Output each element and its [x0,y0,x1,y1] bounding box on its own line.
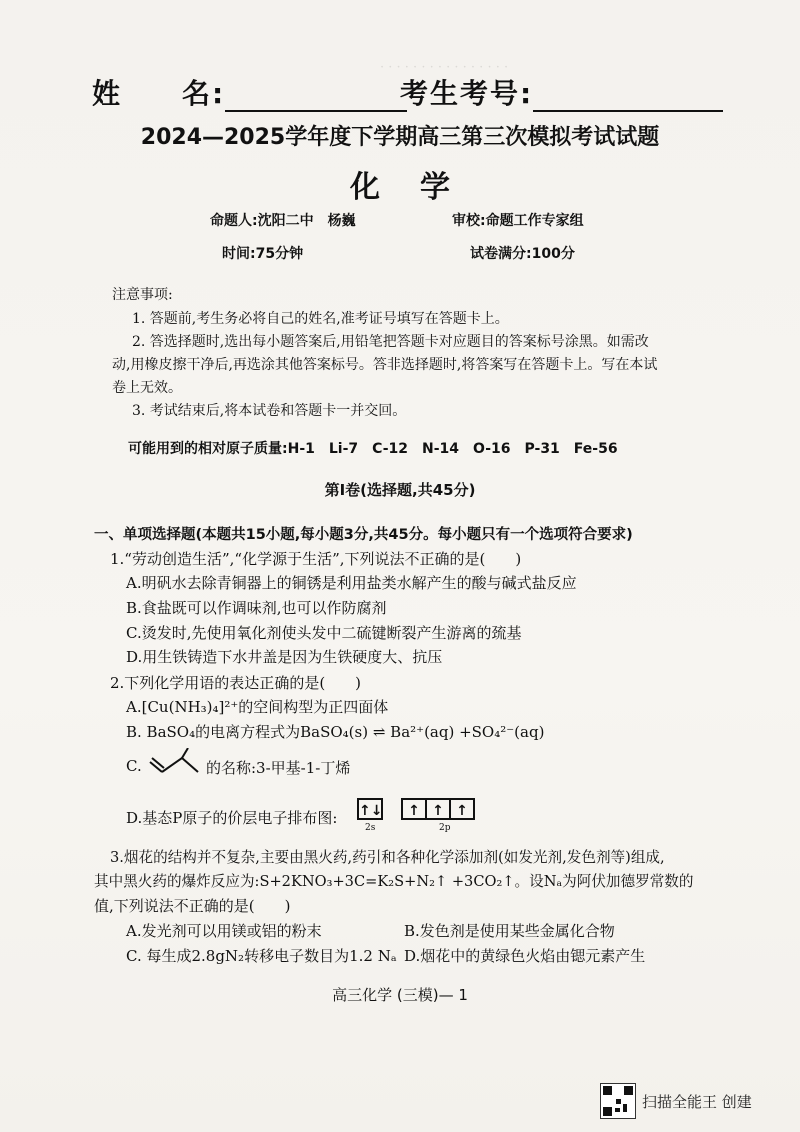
note-2a: 2. 答选择题时,选出每小题答案后,用铅笔把答题卡对应题目的答案标号涂黑。如需改 [132,334,649,350]
q3-stem-line-2: 其中黑火药的爆炸反应为:S+2KNO₃+3C=K₂S+N₂↑ +3CO₂↑。设Nₐ为阿伏加德罗常数的 [94,873,694,890]
qr-finder-bl [603,1107,612,1116]
exam-number-field[interactable] [400,72,723,112]
full-score: 试卷满分:100分 [470,246,575,262]
q2-option-c-label[interactable]: C. [126,757,142,775]
skeletal-formula-structure [148,748,206,780]
bleed-through: · · · · · · · · · · · · · · · · [380,60,509,75]
exam-number-label: 考生考号: [400,77,534,110]
notes-heading: 注意事项: [112,287,173,303]
exam-number-blank[interactable] [533,82,723,112]
author: 命题人:沈阳二中 杨巍 [210,213,356,229]
atomic-masses: 可能用到的相对原子质量:H-1 Li-7 C-12 N-14 O-16 P-31 Fe-56 [128,441,618,457]
orbital-2p-box-1: ↑ [401,798,427,820]
q3-option-b[interactable]: B.发色剂是使用某些金属化合物 [404,922,615,940]
note-1: 1. 答题前,考生务必将自己的姓名,准考证号填写在答题卡上。 [132,311,509,327]
q3-stem-line-1: 3.烟花的结构并不复杂,主要由黑火药,药引和各种化学添加剂(如发光剂,发色剂等)组成, [110,849,665,866]
q1-stem: 1.“劳动创造生活”,“化学源于生活”,下列说法不正确的是( ) [110,550,522,568]
exam-title: 2024—2025学年度下学期高三第三次模拟考试试题 [140,125,660,150]
subject-title: 化学 [350,170,490,205]
q3-option-d[interactable]: D.烟花中的黄绿色火焰由锶元素产生 [404,947,646,965]
section-1-title: 一、单项选择题(本题共15小题,每小题3分,共45分。每小题只有一个选项符合要求) [94,527,633,543]
q3-option-a[interactable]: A.发光剂可以用镁或铝的粉末 [126,922,322,940]
q1-option-a[interactable]: A.明矾水去除青铜器上的铜锈是利用盐类水解产生的酸与碱式盐反应 [126,574,577,592]
note-2c: 卷上无效。 [112,380,182,396]
name-blank[interactable] [225,82,407,112]
orbital-2p-label: 2p [439,823,451,833]
qr-finder-tr [624,1086,633,1095]
orbital-2s-box: ↑↓ [357,798,383,820]
orbital-2p-box-3: ↑ [449,798,475,820]
q1-option-d[interactable]: D.用生铁铸造下水井盖是因为生铁硬度大、抗压 [126,648,443,666]
qr-module-2 [623,1104,627,1112]
name-label: 姓 名: [92,77,226,110]
q2-option-d-label[interactable]: D.基态P原子的价层电子排布图: [126,809,338,827]
skeletal-bond-double-b [152,758,164,768]
qr-module-1 [616,1099,621,1104]
q3-option-c[interactable]: C. 每生成2.8gN₂转移电子数目为1.2 Nₐ [126,947,397,965]
q3-stem-line-3: 值,下列说法不正确的是( ) [94,897,291,915]
skeletal-bond-double-a [150,762,162,772]
skeletal-methyl-branch [182,748,188,758]
q2-option-b[interactable]: B. BaSO₄的电离方程式为BaSO₄(s) ⇌ Ba²⁺(aq) +SO₄²⁻(aq) [126,723,545,741]
q2-stem: 2.下列化学用语的表达正确的是( ) [110,674,362,692]
note-3: 3. 考试结束后,将本试卷和答题卡一并交回。 [132,403,407,419]
qr-finder-tl [603,1086,612,1095]
q2-option-a[interactable]: A.[Cu(NH₃)₄]²⁺的空间构型为正四面体 [126,698,389,716]
note-2b: 动,用橡皮擦干净后,再选涂其他答案标号。答非选择题时,将答案写在答题卡上。写在本试 [112,357,658,373]
q1-option-c[interactable]: C.烫发时,先使用氧化剂使头发中二硫键断裂产生游离的巯基 [126,624,522,642]
time-limit: 时间:75分钟 [222,246,304,262]
q2-option-c-text: 的名称:3-甲基-1-丁烯 [206,759,351,777]
reviewer: 审校:命题工作专家组 [452,213,584,229]
page-footer: 高三化学 (三模)— 1 [332,986,468,1004]
part-1-title: 第Ⅰ卷(选择题,共45分) [324,481,476,499]
orbital-2s-label: 2s [365,823,376,833]
q1-option-b[interactable]: B.食盐既可以作调味剂,也可以作防腐剂 [126,599,387,617]
qr-code-icon [600,1083,636,1119]
scanner-watermark-text: 扫描全能王 创建 [642,1093,752,1111]
skeletal-chain [162,758,198,772]
qr-module-3 [615,1108,620,1112]
name-field[interactable] [92,72,407,112]
orbital-2p-box-2: ↑ [425,798,451,820]
